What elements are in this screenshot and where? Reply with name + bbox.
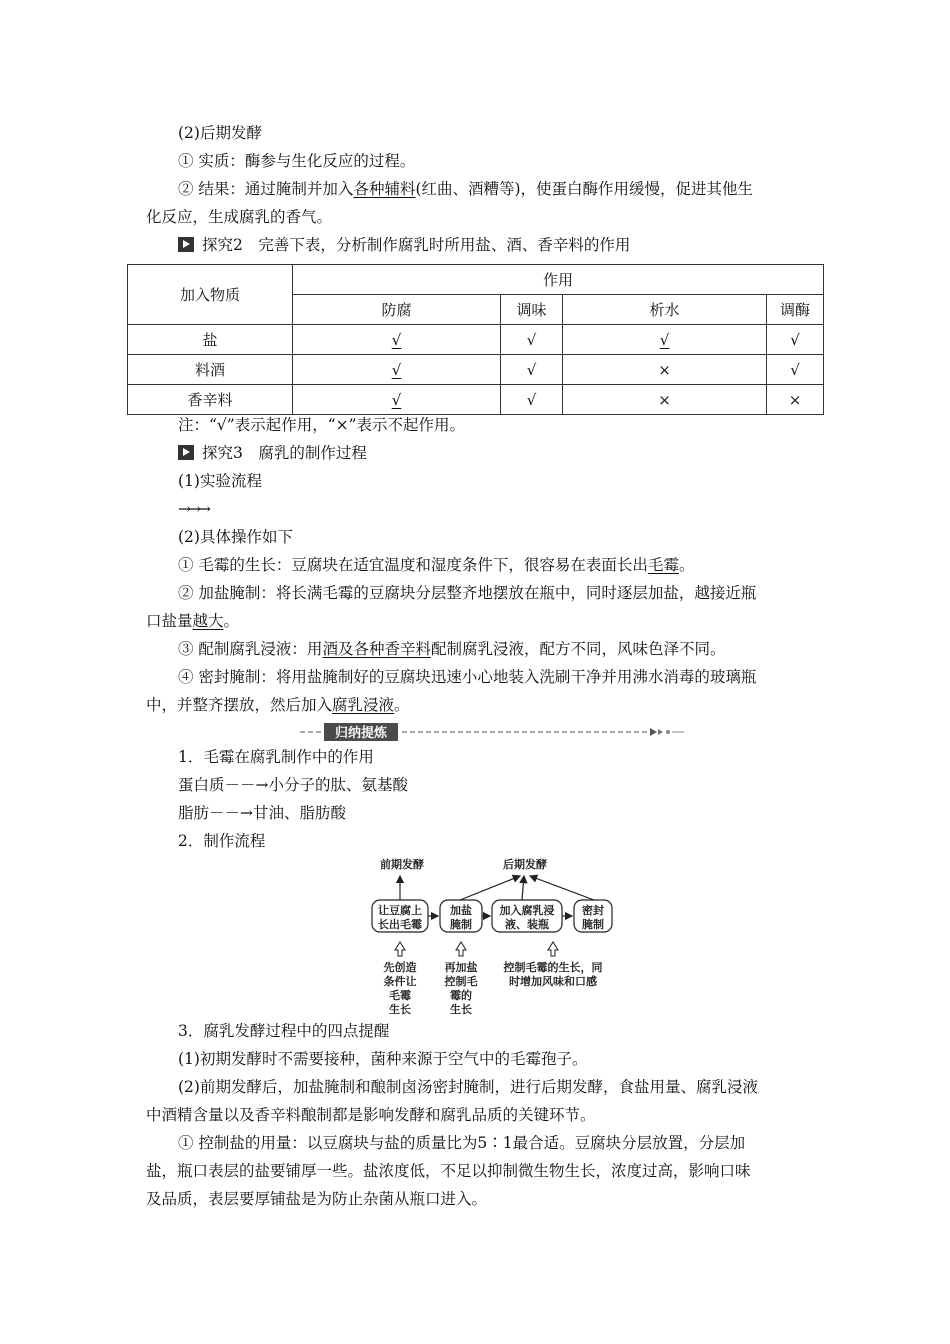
table-cell: √ [767,355,824,385]
summary-banner [300,722,685,742]
svg-text:先创造: 先创造 [383,961,417,974]
step-4-cont: 中，并整齐摆放，然后加入腐乳浸液。 [146,696,410,714]
summary-label: 归纳提炼 [334,726,388,741]
svg-text:腌制: 腌制 [582,918,604,931]
svg-text:条件让: 条件让 [383,975,417,988]
svg-text:让豆腐上: 让豆腐上 [378,904,422,917]
answer-blank: √ [391,390,402,409]
paragraph-result-cont: 化反应，生成腐乳的香气。 [146,208,333,226]
step-1: ① 毛霉的生长：豆腐块在适宜温度和湿度条件下，很容易在表面长出毛霉。 [178,556,695,574]
svg-text:霉的: 霉的 [450,989,472,1002]
reminder-2: (2)前期发酵后，加盐腌制和酿制卤汤密封腌制，进行后期发酵，食盐用量、腐乳浸液 [178,1078,758,1096]
svg-text:毛霉: 毛霉 [389,989,411,1002]
svg-text:加入腐乳浸: 加入腐乳浸 [499,904,555,917]
step-4: ④ 密封腌制：将用盐腌制好的豆腐块迅速小心地装入洗刷干净并用沸水消毒的玻璃瓶 [178,668,757,686]
svg-text:生长: 生长 [450,1003,472,1016]
summary-point-2: 2．制作流程 [178,832,266,850]
svg-text:控制毛: 控制毛 [444,975,478,988]
reminder-2-cont: 中酒精含量以及香辛料酿制都是影响发酵和腐乳品质的关键环节。 [146,1106,596,1124]
svg-text:加盐: 加盐 [450,904,472,917]
reminder-1: (1)初期发酵时不需要接种，菌种来源于空气中的毛霉孢子。 [178,1050,588,1068]
effects-table [127,264,824,415]
step-3: ③ 配制腐乳浸液：用酒及各种香辛料配制腐乳浸液，配方不同，风味色泽不同。 [178,640,726,658]
play-triangle-icon [178,445,194,460]
table-header-effect: 作用 [293,265,824,295]
svg-text:生长: 生长 [389,1003,411,1016]
table-row [128,385,824,415]
reminder-salt-cont-2: 及品质，表层要厚铺盐是为防止杂菌从瓶口进入。 [146,1190,488,1208]
row-label: 盐 [128,325,293,355]
table-cell: √ [501,355,563,385]
svg-text:时增加风味和口感: 时增加风味和口感 [509,975,597,988]
up-arrow-icon [395,942,405,956]
reminder-salt: ① 控制盐的用量：以豆腐块与盐的质量比为5∶1最合适。豆腐块分层放置，分层加 [178,1134,746,1152]
svg-text:再加盐: 再加盐 [444,961,478,974]
reminder-salt-cont: 盐，瓶口表层的盐要铺厚一些。盐浓度低，不足以抑制微生物生长，浓度过高，影响口味 [146,1162,751,1180]
subheading-flow: (1)实验流程 [178,472,262,490]
answer-blank: 腐乳浸液 [332,696,395,714]
row-label: 香辛料 [128,385,293,415]
col-header: 析水 [563,295,767,325]
up-arrow-icon [456,942,466,956]
row-label: 料酒 [128,355,293,385]
answer-blank: 各种辅料 [353,180,416,198]
summary-point-1: 1．毛霉在腐乳制作中的作用 [178,748,374,766]
play-triangle-icon [178,237,194,252]
step-2-cont: 口盐量越大。 [146,612,240,630]
answer-blank: √ [391,360,402,379]
table-note: 注：“√”表示起作用，“×”表示不起作用。 [178,416,466,434]
svg-text:密封: 密封 [582,904,604,917]
summary-protein: 蛋白质－－→小分子的肽、氨基酸 [178,776,408,794]
table-row [128,325,824,355]
up-arrow-icon [548,942,558,956]
svg-text:长出毛霉: 长出毛霉 [378,918,422,931]
explore-3-heading: 探究3 腐乳的制作过程 [178,442,367,464]
subheading-steps: (2)具体操作如下 [178,528,293,546]
svg-text:腌制: 腌制 [450,918,472,931]
step-2: ② 加盐腌制：将长满毛霉的豆腐块分层整齐地摆放在瓶中，同时逐层加盐，越接近瓶 [178,584,757,602]
paragraph-result: ② 结果：通过腌制并加入各种辅料(红曲、酒糟等)，使蛋白酶作用缓慢，促进其他生 [178,180,754,198]
col-header: 调味 [501,295,563,325]
flow-arrows: →→→ [178,500,208,518]
svg-text:控制毛霉的生长，同: 控制毛霉的生长，同 [503,961,603,974]
label-late-fermentation: 后期发酵 [503,858,547,871]
table-header-substance: 加入物质 [128,265,293,325]
table-cell: √ [767,325,824,355]
answer-blank: 酒及各种香辛料 [322,640,431,658]
explore-2-heading: 探究2 完善下表，分析制作腐乳时所用盐、酒、香辛料的作用 [178,234,630,256]
subheading-late-fermentation: (2)后期发酵 [178,124,262,142]
col-header: 调酶 [767,295,824,325]
answer-blank: √ [659,330,670,349]
summary-point-3: 3．腐乳发酵过程中的四点提醒 [178,1022,390,1040]
svg-text:液、装瓶: 液、装瓶 [505,918,549,931]
production-flowchart [362,852,617,1017]
table-cell: × [563,385,767,415]
answer-blank: 越大 [192,612,224,630]
label-early-fermentation: 前期发酵 [380,858,424,871]
table-cell: √ [501,385,563,415]
answer-blank: √ [391,330,402,349]
table-cell: × [767,385,824,415]
table-cell: × [563,355,767,385]
summary-fat: 脂肪－－→甘油、脂肪酸 [178,804,346,822]
answer-blank: 毛霉 [647,556,679,574]
table-cell: √ [501,325,563,355]
table-row [128,355,824,385]
col-header: 防腐 [293,295,501,325]
paragraph-essence: ① 实质：酶参与生化反应的过程。 [178,152,416,170]
